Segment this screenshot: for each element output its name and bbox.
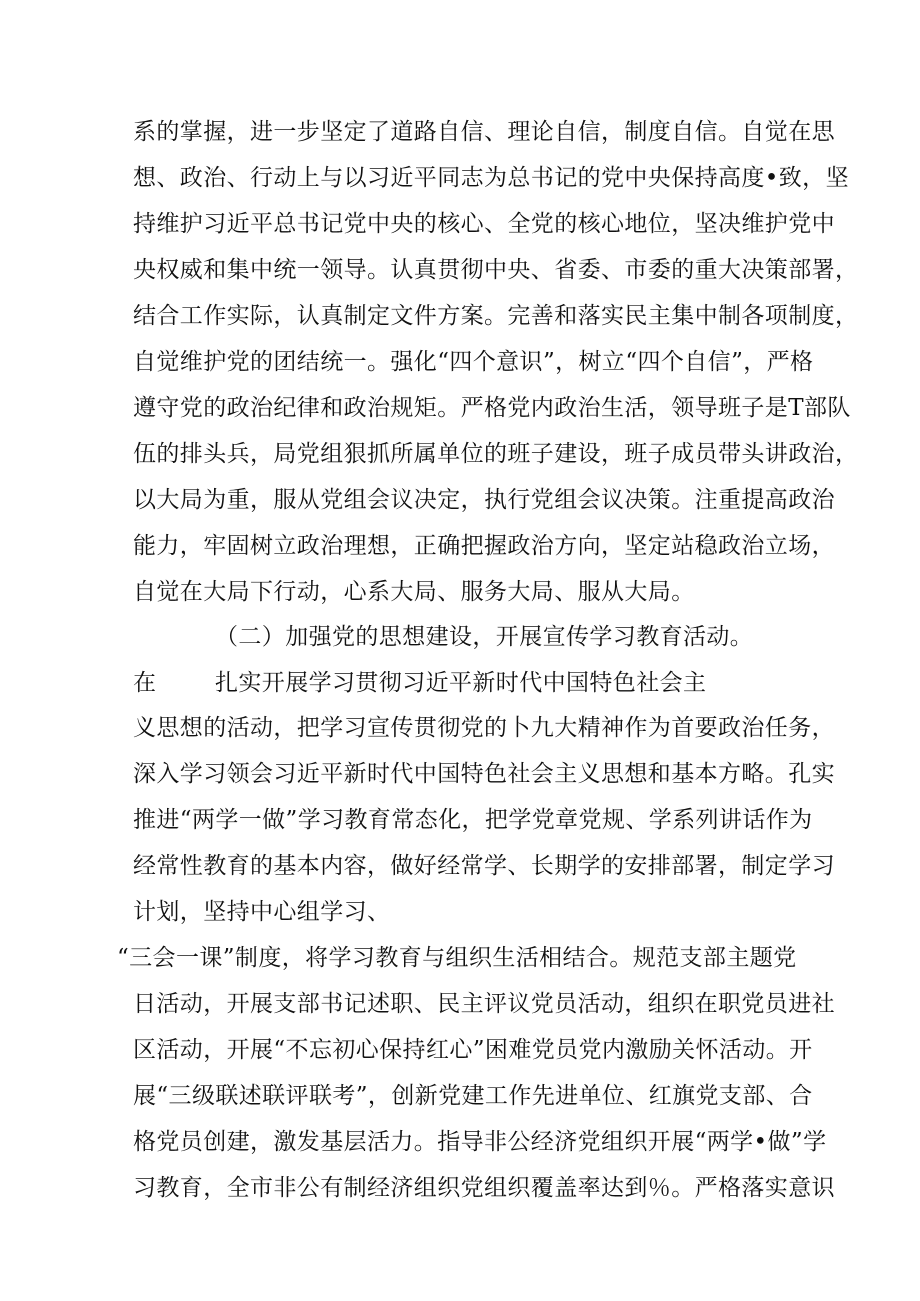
paragraph-line: 结合工作实际，认真制定文件方案。完善和落实民主集中制各项制度， <box>133 303 859 329</box>
paragraph-line: “三会一课”制度，将学习教育与组织生活相结合。规范支部主题党 <box>117 945 797 971</box>
paragraph-line: 区活动，开展“不忘初心保持红心”困难党员党内激励关怀活动。开 <box>133 1037 813 1063</box>
paragraph-line: 系的掌握，进一步坚定了道路自信、理论自信，制度自信。自觉在思 <box>133 119 835 145</box>
paragraph-line: 深入学习领会习近平新时代中国特色社会主义思想和基本方略。孔实 <box>133 761 835 787</box>
paragraph-line: 能力，牢固树立政治理想，正确把握政治方向，坚定站稳政治立场， <box>133 533 835 559</box>
paragraph-line: 央权威和集中统一领导。认真贯彻中央、省委、市委的重大决策部署， <box>133 257 859 283</box>
paragraph-line: 扎实开展学习贯彻习近平新时代中国特色社会主 <box>215 670 707 696</box>
paragraph-line: 以大局为重，服从党组会议决定，执行党组会议决策。注重提高政治 <box>133 487 835 513</box>
paragraph-line: 日活动，开展支部书记述职、民主评议党员活动，组织在职党员进社 <box>133 991 835 1017</box>
paragraph-line: 遵守党的政治纪律和政治规矩。严格党内政治生活，领导班子是T部队 <box>133 395 851 421</box>
paragraph-line: 自觉在大局下行动，心系大局、服务大局、服从大局。 <box>133 579 695 605</box>
section-heading: （二）加强党的思想建设，开展宣传学习教育活动。 <box>215 624 754 650</box>
paragraph-line: 计划，坚持中心组学习、 <box>133 899 391 925</box>
paragraph-line: 自觉维护党的团结统一。强化“四个意识”，树立“四个自信”，严格 <box>133 349 814 375</box>
paragraph-line: 持维护习近平总书记党中央的核心、全党的核心地位，坚决维护党中 <box>133 211 835 237</box>
paragraph-line: 经常性教育的基本内容，做好经常学、长期学的安排部署，制定学习 <box>133 853 835 879</box>
paragraph-line: 格党员创建，激发基层活力。指导非公经济党组织开展“两学•做”学 <box>133 1129 827 1155</box>
paragraph-line: 在 <box>133 670 157 696</box>
paragraph-line: 习教育，全市非公有制经济组织党组织覆盖率达到％。严格落实意识 <box>133 1175 835 1201</box>
paragraph-line: 推进“两学一做”学习教育常态化，把学党章党规、学系列讲话作为 <box>133 807 813 833</box>
paragraph-line: 展“三级联述联评联考”，创新党建工作先进单位、红旗党支部、合 <box>133 1083 813 1109</box>
paragraph-line: 义思想的活动，把学习宣传贯彻党的卜九大精神作为首要政治任务， <box>133 715 835 741</box>
paragraph-line: 想、政治、行动上与以习近平同志为总书记的党中央保持高度•致，坚 <box>133 165 849 191</box>
paragraph-line: 伍的排头兵，局党组狠抓所属单位的班子建设，班子成员带头讲政治， <box>133 441 859 467</box>
